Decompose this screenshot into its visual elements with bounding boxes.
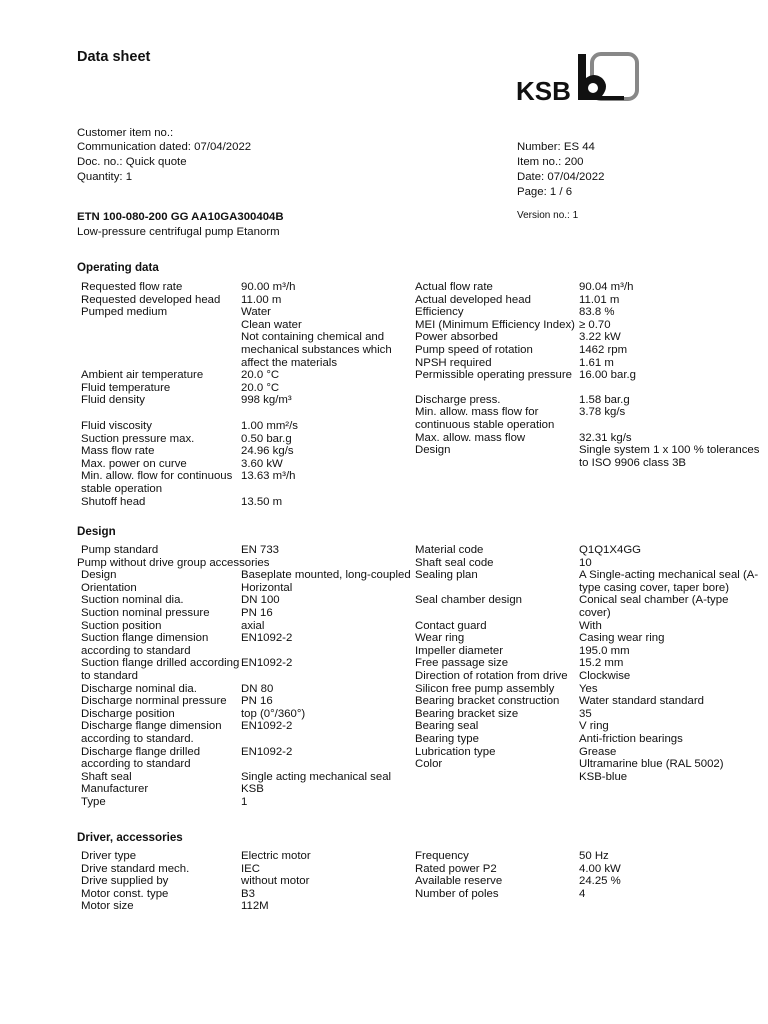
row-label: Discharge position — [81, 707, 175, 720]
row-value: KSB — [241, 783, 264, 796]
table-row — [415, 557, 761, 570]
header-page: Page: 1 / 6 — [517, 186, 573, 198]
row-value: without motor — [241, 875, 310, 888]
row-value: 13.50 m — [241, 495, 283, 508]
table-row — [77, 875, 411, 888]
table-row — [415, 695, 761, 708]
row-label: Discharge flange dimension according to standard. — [81, 720, 222, 745]
table-row — [77, 445, 411, 458]
version-number: Version no.: 1 — [517, 210, 579, 221]
row-label: Free passage size — [415, 657, 509, 670]
row-label: Bearing bracket construction — [415, 695, 560, 708]
row-value: 4.00 kW — [579, 862, 621, 875]
row-value: EN1092-2 — [241, 632, 293, 645]
row-label: Frequency — [415, 850, 469, 862]
row-label: Manufacturer — [81, 783, 149, 796]
table-row — [77, 771, 417, 784]
table-row — [77, 695, 417, 708]
table-row — [415, 357, 761, 370]
row-label: Permissible operating pressure — [415, 369, 573, 382]
table-row — [415, 319, 761, 332]
row-value — [241, 407, 411, 420]
row-value: Ultramarine blue (RAL 5002) KSB-blue — [579, 758, 724, 783]
row-value: axial — [241, 619, 265, 632]
row-label: Suction nominal pressure — [81, 606, 210, 619]
ksb-logo — [516, 52, 642, 104]
table-row — [77, 496, 411, 509]
row-value: 1 — [241, 795, 248, 808]
table-row — [415, 758, 761, 783]
row-label: Shaft seal — [81, 770, 132, 783]
row-value: PN 16 — [241, 695, 273, 708]
table-row — [415, 746, 761, 759]
row-value: 11.01 m — [579, 293, 620, 306]
row-value: Casing wear ring — [579, 632, 665, 645]
row-value: With — [579, 619, 602, 632]
table-row — [415, 850, 761, 863]
row-label: Pumped medium — [81, 306, 168, 319]
row-label: Pump without drive group accessories — [77, 556, 270, 569]
row-label: Requested developed head — [81, 293, 221, 306]
row-label: NPSH required — [415, 356, 492, 369]
row-value: 83.8 % — [579, 306, 615, 319]
row-label: Discharge norminal pressure — [81, 695, 227, 708]
row-label: Wear ring — [415, 632, 465, 645]
row-label — [77, 407, 241, 420]
row-value: 16.00 bar.g — [579, 369, 637, 382]
row-label: Drive supplied by — [81, 875, 169, 888]
row-label: Bearing bracket size — [415, 707, 519, 720]
row-label: Mass flow rate — [81, 445, 155, 458]
table-row — [415, 444, 761, 469]
row-value: top (0°/360°) — [241, 707, 306, 720]
row-label: Discharge nominal dia. — [81, 682, 197, 695]
row-label: Orientation — [81, 581, 137, 594]
table-row — [415, 331, 761, 344]
row-value: B3 — [241, 887, 255, 900]
row-value: Anti-friction bearings — [579, 732, 683, 745]
row-label: Actual flow rate — [415, 281, 493, 293]
table-row — [77, 607, 417, 620]
row-value: IEC — [241, 862, 260, 875]
row-label: Actual developed head — [415, 293, 531, 306]
row-value: DN 80 — [241, 682, 274, 695]
table-row — [415, 632, 761, 645]
header-doc-no: Doc. no.: Quick quote — [77, 156, 187, 168]
table-row — [77, 746, 417, 771]
row-label: Fluid density — [81, 394, 145, 407]
row-label: Number of poles — [415, 887, 499, 900]
row-label: Design — [415, 444, 451, 457]
table-row — [415, 670, 761, 683]
row-value: 4 — [579, 887, 586, 900]
table-row — [415, 863, 761, 876]
row-label: Min. allow. mass flow for continuous stable operation — [415, 406, 555, 431]
row-value: Grease — [579, 745, 617, 758]
row-label: Power absorbed — [415, 331, 498, 344]
table-row — [415, 432, 761, 445]
section-operating-data: Operating data — [77, 261, 159, 274]
table-row — [77, 394, 411, 407]
design-left-table — [77, 544, 417, 808]
table-row — [77, 544, 417, 557]
row-value: EN1092-2 — [241, 657, 293, 670]
row-label: Contact guard — [415, 619, 487, 632]
table-row — [415, 683, 761, 696]
row-value: 15.2 mm — [579, 657, 624, 670]
row-label: Max. power on curve — [81, 457, 187, 470]
row-label: Drive standard mech. — [81, 862, 190, 875]
row-value: 20.0 °C — [241, 381, 280, 394]
operating-left-table — [77, 281, 411, 508]
table-row — [77, 708, 417, 721]
row-label: Design — [81, 569, 117, 582]
row-label: Shutoff head — [81, 495, 146, 508]
row-label: Max. allow. mass flow — [415, 431, 526, 444]
row-label: MEI (Minimum Efficiency Index) — [415, 318, 575, 331]
row-value: 195.0 mm — [579, 644, 630, 657]
table-row — [415, 544, 761, 557]
driver-left-table — [77, 850, 411, 913]
table-row — [77, 294, 411, 307]
section-driver-accessories: Driver, accessories — [77, 831, 183, 844]
table-row — [77, 720, 417, 745]
row-label: Pump speed of rotation — [415, 343, 533, 356]
row-value: Yes — [579, 682, 598, 695]
table-row — [77, 382, 411, 395]
row-value: Horizontal — [241, 581, 293, 594]
table-row — [77, 888, 411, 901]
row-value: 998 kg/m³ — [241, 394, 292, 407]
row-value: Water standard standard — [579, 695, 704, 708]
row-value: PN 16 — [241, 606, 273, 619]
row-label: Impeller diameter — [415, 644, 503, 657]
row-value: 11.00 m — [241, 293, 282, 306]
row-value: 20.0 °C — [241, 369, 280, 382]
row-value: 50 Hz — [579, 850, 609, 862]
table-row — [77, 281, 411, 294]
row-value: Single system 1 x 100 % tolerances to ISO 9906 class 3B — [579, 444, 760, 469]
table-row — [415, 306, 761, 319]
row-value: V ring — [579, 720, 609, 733]
section-design: Design — [77, 525, 116, 538]
row-label: Material code — [415, 544, 484, 556]
header-number: Number: ES 44 — [517, 141, 595, 153]
table-row — [77, 783, 417, 796]
table-row — [415, 281, 761, 294]
row-label: Seal chamber design — [415, 594, 523, 607]
table-row — [77, 683, 417, 696]
table-row — [415, 569, 761, 594]
row-label: Suction flange dimension according to standard — [81, 632, 209, 657]
row-label: Shaft seal code — [415, 556, 494, 569]
row-label: Pump standard — [81, 544, 159, 556]
row-value: 112M — [241, 900, 269, 913]
row-value: Electric motor — [241, 850, 311, 862]
row-label: Min. allow. flow for continuous stable operation — [81, 470, 233, 495]
row-label: Bearing type — [415, 732, 479, 745]
row-label: Efficiency — [415, 306, 464, 319]
row-label: Lubrication type — [415, 745, 496, 758]
header-communication-date: Communication dated: 07/04/2022 — [77, 141, 252, 153]
row-value: EN1092-2 — [241, 720, 293, 733]
row-label: Type — [81, 795, 106, 808]
table-row — [415, 344, 761, 357]
table-row — [415, 720, 761, 733]
row-value: 90.04 m³/h — [579, 281, 634, 293]
header-customer-item: Customer item no.: — [77, 127, 174, 139]
table-row — [415, 708, 761, 721]
row-value: 3.22 kW — [579, 331, 621, 344]
table-row — [415, 620, 761, 633]
row-value: 1462 rpm — [579, 343, 628, 356]
table-row — [77, 369, 411, 382]
row-label: Suction flange drilled according to standard — [81, 657, 240, 682]
table-row — [415, 645, 761, 658]
row-value: 32.31 kg/s — [579, 431, 632, 444]
header-quantity: Quantity: 1 — [77, 171, 133, 183]
row-value: DN 100 — [241, 594, 280, 607]
row-value: Baseplate mounted, long-coupled — [241, 569, 411, 582]
row-label: Sealing plan — [415, 569, 478, 582]
row-label: Requested flow rate — [81, 281, 183, 293]
table-row — [77, 433, 411, 446]
table-row — [77, 863, 411, 876]
table-row — [77, 850, 411, 863]
table-row — [77, 594, 417, 607]
table-row — [77, 407, 411, 420]
row-value: 35 — [579, 707, 592, 720]
driver-right-table — [415, 850, 761, 900]
row-label: Motor size — [81, 900, 134, 913]
row-value: Single acting mechanical seal — [241, 770, 392, 783]
row-value: 0.50 bar.g — [241, 432, 292, 445]
row-value: 1.61 m — [579, 356, 614, 369]
product-code: ETN 100-080-200 GG AA10GA300404B — [77, 211, 284, 223]
table-row — [415, 875, 761, 888]
row-label: Suction position — [81, 619, 162, 632]
product-description: Low-pressure centrifugal pump Etanorm — [77, 226, 280, 238]
table-row — [415, 657, 761, 670]
header-date: Date: 07/04/2022 — [517, 171, 605, 183]
row-label: Discharge flange drilled according to standard — [81, 745, 201, 771]
row-value: Q1Q1X4GG — [579, 544, 642, 556]
row-value: 1.00 mm²/s — [241, 419, 298, 432]
table-row — [77, 306, 411, 369]
row-label: Suction pressure max. — [81, 432, 195, 445]
design-right-table — [415, 544, 761, 783]
row-value: EN1092-2 — [241, 745, 293, 758]
table-row — [415, 733, 761, 746]
table-row — [77, 900, 411, 913]
table-row — [77, 420, 411, 433]
row-value: 24.25 % — [579, 875, 621, 888]
table-row — [77, 632, 417, 657]
table-row — [77, 557, 417, 570]
row-label: Ambient air temperature — [81, 369, 204, 382]
row-label: Fluid temperature — [81, 381, 171, 394]
row-label: Driver type — [81, 850, 137, 862]
row-label: Silicon free pump assembly — [415, 682, 555, 695]
table-row — [77, 657, 417, 682]
row-value: EN 733 — [241, 544, 279, 556]
row-value: 24.96 kg/s — [241, 445, 294, 458]
row-label: Direction of rotation from drive — [415, 669, 568, 682]
row-label: Available reserve — [415, 875, 503, 888]
row-label: Suction nominal dia. — [81, 594, 184, 607]
row-label: Discharge press. — [415, 393, 501, 406]
header-item-no: Item no.: 200 — [517, 156, 584, 168]
logo-text: KSB — [516, 76, 571, 104]
row-label: Motor const. type — [81, 887, 169, 900]
row-value: 3.60 kW — [241, 457, 283, 470]
row-label: Color — [415, 758, 443, 771]
table-row — [77, 470, 411, 495]
table-row — [77, 582, 417, 595]
row-label: Bearing seal — [415, 720, 479, 733]
operating-right-table — [415, 281, 761, 469]
table-row — [77, 458, 411, 471]
page-title: Data sheet — [77, 49, 151, 65]
row-value: 10 — [579, 556, 592, 569]
table-row — [415, 394, 761, 407]
row-value: Water Clean water Not containing chemical and mechanical substances which affect the materials — [241, 306, 392, 369]
table-row — [77, 796, 417, 809]
row-value: 90.00 m³/h — [241, 281, 296, 293]
table-row — [415, 406, 761, 431]
row-value: 3.78 kg/s — [579, 406, 626, 419]
row-label: Fluid viscosity — [81, 419, 152, 432]
table-row — [415, 888, 761, 901]
row-value: Conical seal chamber (A-type cover) — [579, 594, 729, 619]
table-row — [415, 594, 761, 619]
table-row — [77, 620, 417, 633]
row-value: A Single-acting mechanical seal (A-type casing cover, taper bore) — [579, 569, 759, 594]
row-value: 1.58 bar.g — [579, 393, 630, 406]
table-row — [77, 569, 417, 582]
table-row — [415, 369, 761, 382]
row-label: Rated power P2 — [415, 862, 497, 875]
row-value: 13.63 m³/h — [241, 470, 296, 483]
table-row — [415, 294, 761, 307]
row-value: Clockwise — [579, 669, 631, 682]
row-value: ≥ 0.70 — [579, 318, 611, 331]
